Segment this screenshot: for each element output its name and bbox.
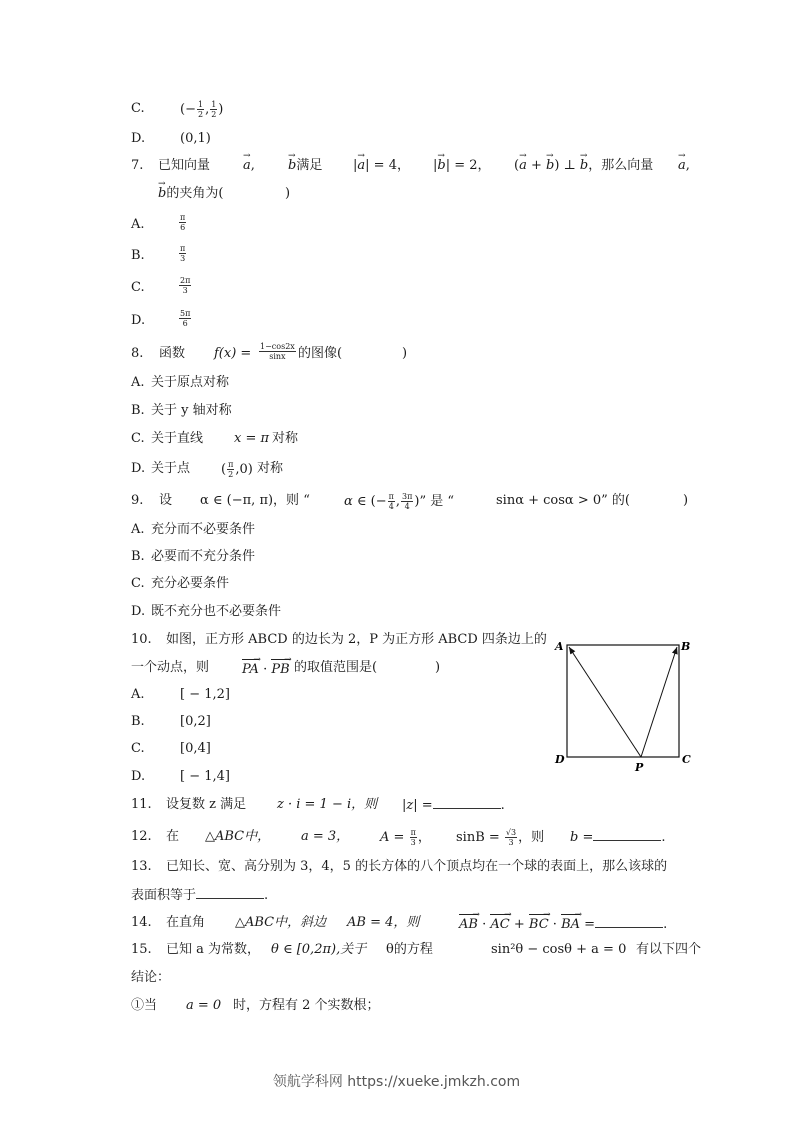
equation: z · i = 1 − i，则 xyxy=(277,797,378,812)
question-text: 已知长、宽、高分别为 3，4，5 的长方体的八个顶点均在一个球的表面上，那么该球的 xyxy=(166,859,668,874)
inequality: sinα + cosα > 0” 的( xyxy=(496,493,630,508)
question-text: 设复数 z 满足 xyxy=(166,797,247,812)
option-value: [ − 1,4] xyxy=(180,769,230,784)
option-label: A. xyxy=(131,375,145,390)
option-label: C. xyxy=(131,431,145,446)
question-number: 10. xyxy=(131,632,152,647)
condition-3: (→ a + → b) ⊥ → b，那么向量 xyxy=(514,157,653,175)
question-text: 结论： xyxy=(131,970,171,985)
vector-a: → a, xyxy=(678,157,690,175)
triangle: △ABC中，斜边 xyxy=(235,915,327,930)
question-text: 如图，正方形 ABCD 的边长为 2，P 为正方形 ABCD 四条边上的 xyxy=(166,632,547,647)
question-suffix: 的取值范围是( xyxy=(294,660,378,675)
option-fraction: $\frac{\pi}{3}$ xyxy=(180,244,186,263)
option-value: [ − 1,2] xyxy=(180,687,230,702)
option-label: C. xyxy=(131,280,145,295)
option-fraction: $\frac{\pi}{6}$ xyxy=(180,213,186,232)
item-math: a = 0 xyxy=(186,998,222,1013)
answer-blank[interactable] xyxy=(433,796,501,809)
question-number: 12. xyxy=(131,829,152,844)
option-suffix: 对称 xyxy=(272,431,299,446)
question-text: 一个动点，则 xyxy=(131,660,210,675)
vector-expr: AB → · AC → + BC → · BA → = . xyxy=(459,914,667,934)
option-text: 既不充分也不必要条件 xyxy=(151,604,282,619)
option-label: C. xyxy=(131,741,145,756)
theta-equation-label: θ的方程 xyxy=(386,942,433,957)
side-a: a = 3， xyxy=(301,829,350,844)
square-figure xyxy=(550,635,700,775)
question-text: 已知 a 为常数， xyxy=(166,942,261,957)
option-label: D. xyxy=(131,769,146,784)
option-text: 关于点 xyxy=(151,461,191,476)
question-text: 已知向量 xyxy=(158,158,211,173)
answer-blank[interactable] xyxy=(593,828,661,841)
option-fraction: $\frac{5\pi}{6}$ xyxy=(180,309,191,328)
function-fraction: $\frac{1-\cos 2x}{\sin x}$ xyxy=(260,342,295,361)
answer-prompt: b = . xyxy=(570,830,666,845)
angle-a: A = $\frac{\pi}{3}$ ， xyxy=(380,828,431,847)
vertex-c-label: C xyxy=(682,753,691,766)
question-number: 13. xyxy=(131,859,152,874)
range: α ∈ (− $\frac{\pi}{4}$ , $\frac{3\pi}{4}$ )” 是 “ xyxy=(344,492,455,511)
option-value: (0,1) xyxy=(180,131,211,146)
sin-b: sinB = $\frac{√3}{3}$ ，则 xyxy=(456,828,545,847)
question-number: 14. xyxy=(131,915,152,930)
option-suffix: 对称 xyxy=(257,461,284,476)
question-text: 在直角 xyxy=(166,915,206,930)
option-math: ( $\frac{\pi}{2}$ ,0) xyxy=(221,460,253,479)
square-outline xyxy=(567,645,679,757)
option-label: C. xyxy=(131,576,145,591)
condition: α ∈ (−π, π)，则 “ xyxy=(200,493,310,508)
option-label: D. xyxy=(131,461,146,476)
question-suffix: 有以下四个 xyxy=(636,942,702,957)
question-text: 表面积等于 . xyxy=(131,888,269,903)
answer-paren: ) xyxy=(285,186,291,201)
option-fraction: $\frac{2\pi}{3}$ xyxy=(180,276,191,295)
option-label: A. xyxy=(131,522,145,537)
answer-blank[interactable] xyxy=(595,915,663,928)
vector-pa xyxy=(569,647,641,757)
option-label: A. xyxy=(131,217,145,232)
option-label: B. xyxy=(131,403,145,418)
option-label: B. xyxy=(131,549,145,564)
condition-2: |→ b| = 2， xyxy=(433,157,491,175)
option-label: C. xyxy=(131,101,145,116)
vector-a: → a, xyxy=(243,157,255,175)
question-number: 8. xyxy=(131,346,144,361)
option-label: A. xyxy=(131,687,145,702)
question-number: 15. xyxy=(131,942,152,957)
equation: sin²θ − cosθ + a = 0 xyxy=(491,942,627,957)
question-text: 在 xyxy=(166,829,180,844)
answer-paren: ) xyxy=(683,493,689,508)
answer-paren: ) xyxy=(402,346,408,361)
item-text: 时，方程有 2 个实数根； xyxy=(233,998,380,1013)
condition-1: |→ a| = 4， xyxy=(353,157,410,175)
option-text: 关于原点对称 xyxy=(151,375,230,390)
option-text: 关于直线 xyxy=(151,431,204,446)
answer-paren: ) xyxy=(435,660,441,675)
option-label: D. xyxy=(131,313,146,328)
vector-b: → b的夹角为( xyxy=(158,185,223,203)
question-number: 7. xyxy=(131,158,144,173)
option-value: [0,2] xyxy=(180,714,211,729)
triangle: △ABC中， xyxy=(205,829,271,844)
vertex-b-label: B xyxy=(681,640,691,653)
item-prefix: ①当 xyxy=(131,998,158,1013)
option-label: D. xyxy=(131,131,146,146)
option-math: x = π xyxy=(234,431,270,446)
vertex-d-label: D xyxy=(555,753,565,766)
option-text: 必要而不充分条件 xyxy=(151,549,256,564)
question-text: 函数 xyxy=(159,346,186,361)
vertex-a-label: A xyxy=(555,640,564,653)
option-value: (− $\frac{1}{2}$ , $\frac{1}{2}$ ) xyxy=(180,100,224,119)
option-label: D. xyxy=(131,604,146,619)
option-label: B. xyxy=(131,248,145,263)
question-number: 9. xyxy=(131,493,144,508)
vertex-p-label: P xyxy=(635,761,644,774)
option-text: 充分而不必要条件 xyxy=(151,522,256,537)
theta-range: θ ∈ [0,2π),关于 xyxy=(271,942,367,957)
question-suffix: 的图像( xyxy=(298,346,343,361)
hypotenuse: AB = 4，则 xyxy=(347,915,420,930)
option-value: [0,4] xyxy=(180,741,211,756)
dot-product-expr: PA → · PB → xyxy=(242,659,290,679)
option-text: 关于 y 轴对称 xyxy=(151,403,232,418)
answer-prompt: |z| = . xyxy=(402,798,505,813)
question-text: 设 xyxy=(159,493,173,508)
vector-pb xyxy=(641,647,677,757)
function-expr: f(x) = xyxy=(214,346,252,361)
option-label: B. xyxy=(131,714,145,729)
question-number: 11. xyxy=(131,797,152,812)
option-text: 充分必要条件 xyxy=(151,576,230,591)
vector-b: → b满足 xyxy=(288,157,322,175)
page-footer: 领航学科网 https://xueke.jmkzh.com xyxy=(272,1074,521,1090)
answer-blank[interactable] xyxy=(196,886,264,899)
